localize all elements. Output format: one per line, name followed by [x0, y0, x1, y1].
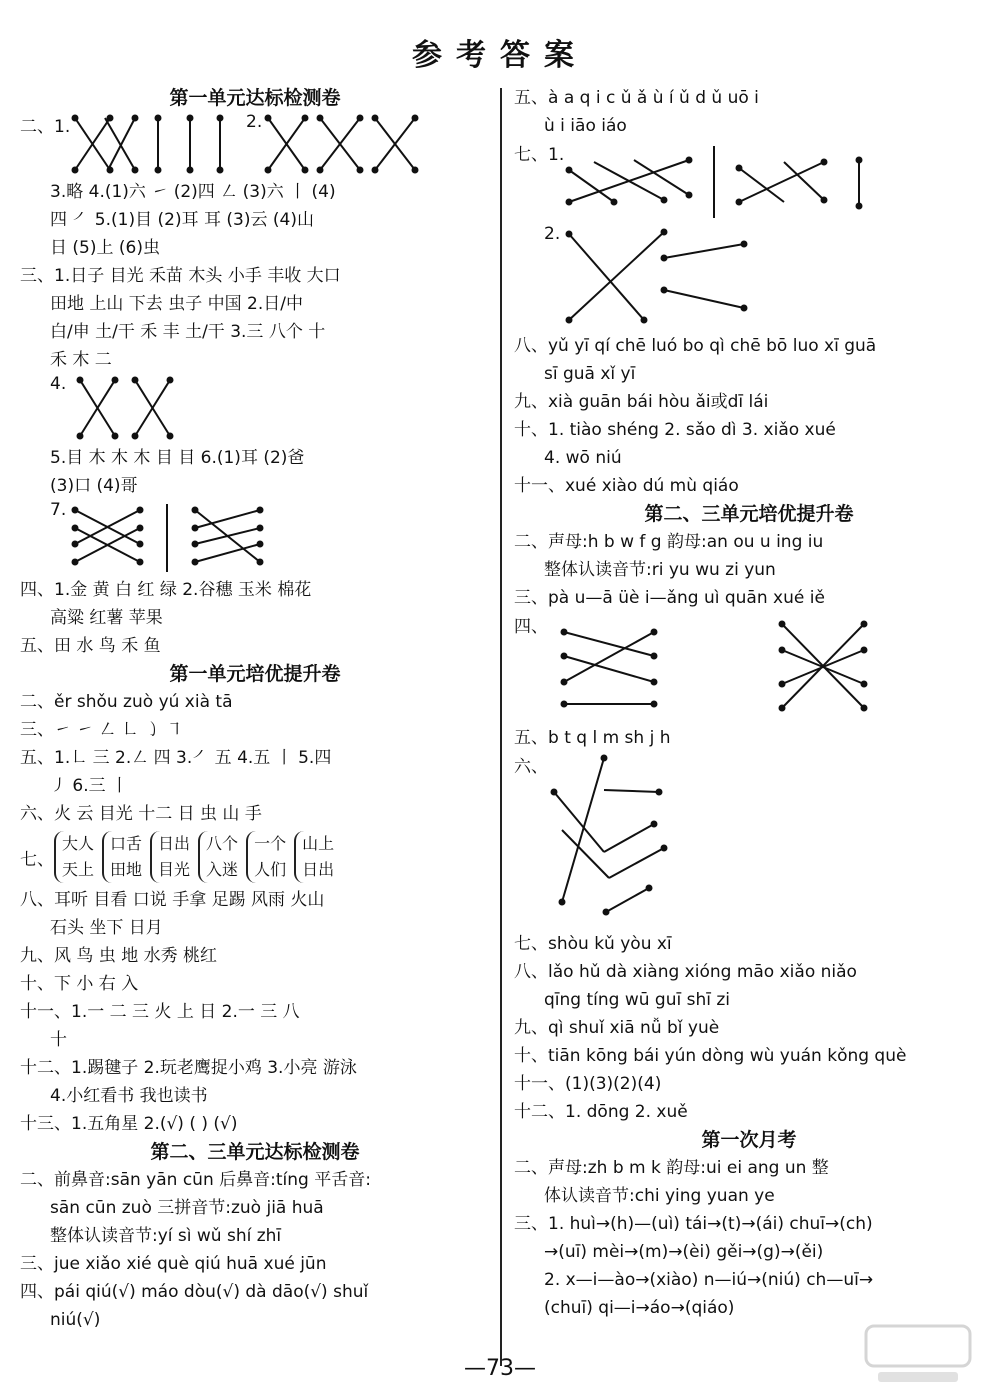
answer-line: 4.小红看书 我也读书	[50, 1086, 208, 1106]
matching-lines	[514, 140, 984, 224]
answer-line: 十一、1.一 二 三 火 上 日 2.一 三 八	[20, 1002, 300, 1022]
answer-line: ù i iāo iáo	[544, 116, 627, 136]
brace-pairs-row	[20, 828, 490, 886]
answer-line: 体认读音节:chi ying yuan ye	[544, 1186, 775, 1206]
pair-word: 八个	[206, 834, 239, 853]
answer-line: 四、pái qiú(√) máo dòu(√) dà dāo(√) shuǐ	[20, 1282, 369, 1302]
matching-diagram-r1	[514, 140, 984, 224]
answer-line: 十二、1.踢毽子 2.玩老鹰捉小鸡 3.小亮 游泳	[20, 1058, 357, 1078]
section-heading: 第二、三单元培优提升卷	[644, 503, 854, 525]
answer-line: 十	[50, 1030, 67, 1050]
pair-word: 入迷	[206, 860, 239, 879]
answer-line: 整体认读音节:yí sì wǔ shí zhī	[50, 1226, 282, 1246]
answer-line: 八、耳听 目看 口说 手拿 足踢 风雨 火山	[20, 890, 325, 910]
answer-line: 十一、xué xiào dú mù qiáo	[514, 476, 739, 496]
matching-lines	[514, 752, 984, 930]
answer-line: 禾 木 二	[50, 350, 112, 370]
answer-line: (chuī) qi—i→áo→(qiáo)	[544, 1298, 735, 1318]
answer-line: 5.目 木 木 木 目 目 6.(1)耳 (2)爸	[50, 448, 305, 468]
section-heading: 第二、三单元达标检测卷	[150, 1141, 360, 1163]
pair-word: 大人	[62, 834, 95, 853]
pair-word: 日出	[302, 860, 335, 879]
answer-line: 高粱 红薯 苹果	[50, 608, 163, 628]
answer-line: 十二、1. dōng 2. xuě	[514, 1102, 688, 1122]
answer-line: 三、㇀ ㇀ ㇜ ㇗ ㇁ ㇕	[20, 720, 184, 740]
answer-line: 五、田 水 鸟 禾 鱼	[20, 636, 161, 656]
answer-line: 二、声母:h b w f g 韵母:an ou u ing iu	[514, 532, 824, 552]
answer-line: 三、pà u—ā üè i—ǎng uì quān xué iě	[514, 588, 825, 608]
answer-line: 八、lǎo hǔ dà xiàng xióng māo xiǎo niǎo	[514, 962, 857, 982]
answer-line: 十、tiān kōng bái yún dòng wù yuán kǒng què	[514, 1046, 907, 1066]
pair-word: 口舌	[110, 834, 143, 853]
answer-line: 四 ㇒ 5.(1)目 (2)耳 耳 (3)云 (4)山	[50, 210, 314, 230]
answer-line: 十、1. tiào shéng 2. sǎo dì 3. xiǎo xué	[514, 420, 836, 440]
matching-diagram-r4	[514, 752, 984, 930]
page-title: 参考答案	[412, 38, 588, 73]
answer-line: 四、1.金 黄 白 红 绿 2.谷穗 玉米 棉花	[20, 580, 312, 600]
question-number: 2.	[246, 112, 263, 132]
answer-line: 二、声母:zh b m k 韵母:ui ei ang un 整	[514, 1158, 829, 1178]
matching-lines	[514, 224, 984, 332]
brace-pair	[150, 831, 190, 883]
answer-line: 十三、1.五角星 2.(√) ( ) (√)	[20, 1114, 238, 1134]
section-heading: 第一单元培优提升卷	[169, 663, 341, 685]
section-heading: 第一单元达标检测卷	[169, 87, 341, 109]
answer-line: 二、前鼻音:sān yān cūn 后鼻音:tíng 平舌音:	[20, 1170, 371, 1190]
answer-line: 三、1. huì→(h)—(uì) tái→(t)→(ái) chuī→(ch)	[514, 1214, 873, 1234]
question-number: 2.	[544, 224, 561, 244]
question-number: 七、	[20, 849, 54, 870]
answer-line: 五、1.㇗ 三 2.㇜ 四 3.㇒ 五 4.五 丨 5.四	[20, 748, 332, 768]
brace-pair	[102, 831, 142, 883]
answer-line: 三、1.日子 目光 禾苗 木头 小手 丰收 大口	[20, 266, 341, 286]
question-number: 4.	[50, 374, 67, 394]
pair-word: 一个	[254, 834, 287, 853]
answer-line: 石头 坐下 日月	[50, 918, 163, 938]
answer-line: 田地 上山 下去 虫子 中国 2.日/中	[50, 294, 303, 314]
matching-diagram-2	[20, 374, 490, 444]
column-divider	[500, 88, 502, 1366]
answer-line: niú(√)	[50, 1310, 101, 1330]
pair-word: 田地	[110, 860, 143, 879]
answer-line: 3.略 4.(1)六 ㇀ (2)四 ㇜ (3)六 丨 (4)	[50, 182, 336, 202]
pair-word: 日出	[158, 834, 191, 853]
matching-diagram-r3	[514, 612, 984, 724]
pair-word: 山上	[302, 834, 335, 853]
answer-line: 2. x—i—ào→(xiào) n—iú→(niú) ch—uī→	[544, 1270, 874, 1290]
answer-line: 4. wō niú	[544, 448, 622, 468]
answer-line: 九、xià guān bái hòu ǎi或dī lái	[514, 392, 769, 412]
matching-lines	[20, 374, 490, 444]
watermark-logo-icon	[858, 1318, 978, 1388]
question-number: 二、1.	[20, 117, 71, 137]
answer-line: 七、shòu kǔ yòu xī	[514, 934, 672, 954]
matching-lines	[20, 112, 490, 178]
answer-line: 六、火 云 目光 十二 日 虫 山 手	[20, 804, 262, 824]
answer-line: (3)口 (4)哥	[50, 476, 138, 496]
page-footer: —73—	[464, 1356, 536, 1381]
pair-word: 人们	[254, 860, 287, 879]
brace-pair	[54, 831, 94, 883]
answer-line: 三、jue xiǎo xié què qiú huā xué jūn	[20, 1254, 327, 1274]
brace-pair	[294, 831, 334, 883]
answer-line: sī guā xǐ yī	[544, 364, 636, 384]
question-number: 七、1.	[514, 145, 565, 165]
pair-word: 目光	[158, 860, 191, 879]
matching-diagram-1	[20, 112, 490, 178]
pair-word: 天上	[62, 860, 95, 879]
answer-line: 九、风 鸟 虫 地 水秀 桃红	[20, 946, 218, 966]
answer-line: qīng tíng wū guī shī zi	[544, 990, 731, 1010]
question-number: 六、	[514, 757, 548, 777]
matching-lines	[514, 612, 984, 724]
answer-line: 八、yǔ yī qí chē luó bo qì chē bō luo xī guā	[514, 336, 877, 356]
answer-line: 五、à a q i c ǔ ǎ ù í ǔ d ǔ uō i	[514, 88, 759, 108]
question-number: 四、	[514, 617, 548, 637]
answer-line: →(uī) mèi→(m)→(èi) gěi→(g)→(ěi)	[544, 1242, 824, 1262]
answer-line: 二、ěr shǒu zuò yú xià tā	[20, 692, 233, 712]
brace-pair	[198, 831, 238, 883]
brace-pair	[246, 831, 286, 883]
answer-line: sān cūn zuò 三拼音节:zuò jiā huā	[50, 1198, 324, 1218]
matching-diagram-3	[20, 500, 490, 576]
answer-line: 十一、(1)(3)(2)(4)	[514, 1074, 662, 1094]
matching-diagram-r2	[514, 224, 984, 332]
answer-line: 日 (5)上 (6)虫	[50, 238, 160, 258]
answer-line: ㇓ 6.三 丨	[50, 776, 129, 796]
question-number: 7.	[50, 500, 67, 520]
page-number: 73	[486, 1356, 514, 1381]
answer-line: 十、下 小 右 入	[20, 974, 139, 994]
matching-lines	[20, 500, 490, 576]
left-column	[20, 84, 490, 1334]
answer-line: 整体认读音节:ri yu wu zi yun	[544, 560, 776, 580]
answer-line: 九、qì shuǐ xiā nǚ bǐ yuè	[514, 1018, 720, 1038]
answer-line: 五、b t q l m sh j h	[514, 728, 671, 748]
section-heading: 第一次月考	[701, 1129, 797, 1151]
answer-line: 白/申 土/干 禾 丰 土/干 3.三 八个 十	[50, 322, 326, 342]
right-column	[514, 84, 984, 1322]
